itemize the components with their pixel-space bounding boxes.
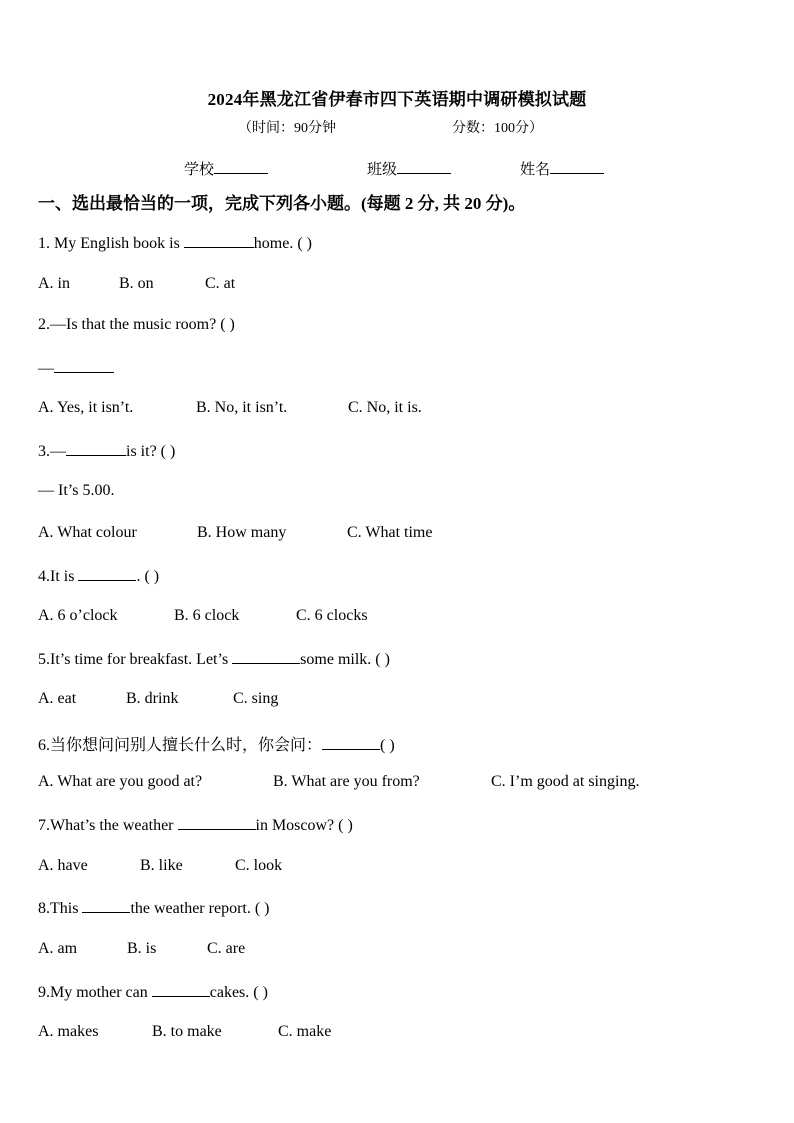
class-field	[367, 158, 451, 179]
question-3-options	[38, 524, 432, 542]
option-a: A. 6 o’clock	[38, 607, 118, 624]
name-field	[520, 158, 604, 179]
question-3-stem: 3.— is it? ( )	[38, 443, 176, 460]
question-4-options	[38, 607, 368, 625]
question-7-options	[38, 857, 282, 875]
option-b: B. No, it isn’t.	[196, 399, 288, 416]
option-a: A. What are you good at?	[38, 773, 203, 790]
name-blank	[550, 159, 604, 174]
option-a: A. am	[38, 940, 78, 957]
option-b: B. What are you from?	[273, 773, 420, 790]
question-2-options	[38, 399, 422, 417]
option-a: A. have	[38, 857, 88, 874]
answer-blank	[82, 898, 130, 913]
option-b: B. to make	[152, 1023, 222, 1040]
exam-title: 2024年黑龙江省伊春市四下英语期中调研模拟试题	[207, 90, 587, 109]
school-field	[184, 158, 268, 179]
school-label: 学校	[184, 162, 215, 178]
answer-blank	[184, 233, 254, 248]
option-a: A. makes	[38, 1023, 99, 1040]
question-8-stem: 8.This the weather report. ( )	[38, 900, 270, 917]
exam-score: 分数：100分）	[452, 121, 543, 136]
question-2-answer-line: —	[38, 358, 114, 378]
option-b: B. is	[127, 940, 157, 957]
option-b: B. like	[140, 857, 183, 874]
exam-time: （时间：90分钟	[238, 121, 336, 136]
answer-blank	[232, 649, 300, 664]
name-label: 姓名	[520, 162, 551, 178]
option-a: A. What colour	[38, 524, 137, 541]
option-a: A. Yes, it isn’t.	[38, 399, 134, 416]
option-b: B. 6 clock	[174, 607, 240, 624]
answer-blank	[54, 358, 114, 373]
question-7-stem: 7.What’s the weather in Moscow? ( )	[38, 817, 353, 834]
class-label: 班级	[367, 162, 398, 178]
school-blank	[214, 159, 268, 174]
question-6-options	[38, 773, 639, 791]
option-c: C. No, it is.	[348, 399, 422, 416]
answer-blank	[322, 735, 380, 750]
class-blank	[397, 159, 451, 174]
option-c: C. I’m good at singing.	[491, 773, 640, 790]
question-5-options	[38, 690, 278, 708]
option-c: C. are	[207, 940, 246, 957]
option-b: B. drink	[126, 690, 179, 707]
question-9-options	[38, 1023, 331, 1041]
answer-blank	[152, 982, 210, 997]
question-2-stem: 2.—Is that the music room? ( )	[38, 316, 235, 333]
option-c: C. look	[235, 857, 283, 874]
option-c: C. What time	[347, 524, 433, 541]
option-b: B. on	[119, 275, 154, 292]
question-8-options	[38, 940, 245, 958]
option-b: B. How many	[197, 524, 287, 541]
option-c: C. sing	[233, 690, 279, 707]
question-1-stem: 1. My English book is home. ( )	[38, 235, 312, 252]
option-a: A. eat	[38, 690, 77, 707]
answer-blank	[66, 441, 126, 456]
option-c: C. at	[205, 275, 236, 292]
question-4-stem: 4.It is . ( )	[38, 568, 160, 585]
option-a: A. in	[38, 275, 70, 292]
option-c: C. make	[278, 1023, 332, 1040]
option-c: C. 6 clocks	[296, 607, 368, 624]
question-1-options	[38, 275, 235, 293]
question-9-stem: 9.My mother can cakes. ( )	[38, 984, 268, 1001]
answer-blank	[178, 815, 256, 830]
question-6-stem: 6.当你想问问别人擅长什么时，你会问： ( )	[38, 737, 395, 754]
question-5-stem: 5.It’s time for breakfast. Let’s some milk. ( )	[38, 651, 390, 668]
section-heading: 一、选出最恰当的一项，完成下列各小题。(每题 2 分, 共 20 分)。	[38, 194, 526, 213]
answer-blank	[78, 566, 136, 581]
question-3-answer-line: — It’s 5.00.	[38, 482, 115, 499]
